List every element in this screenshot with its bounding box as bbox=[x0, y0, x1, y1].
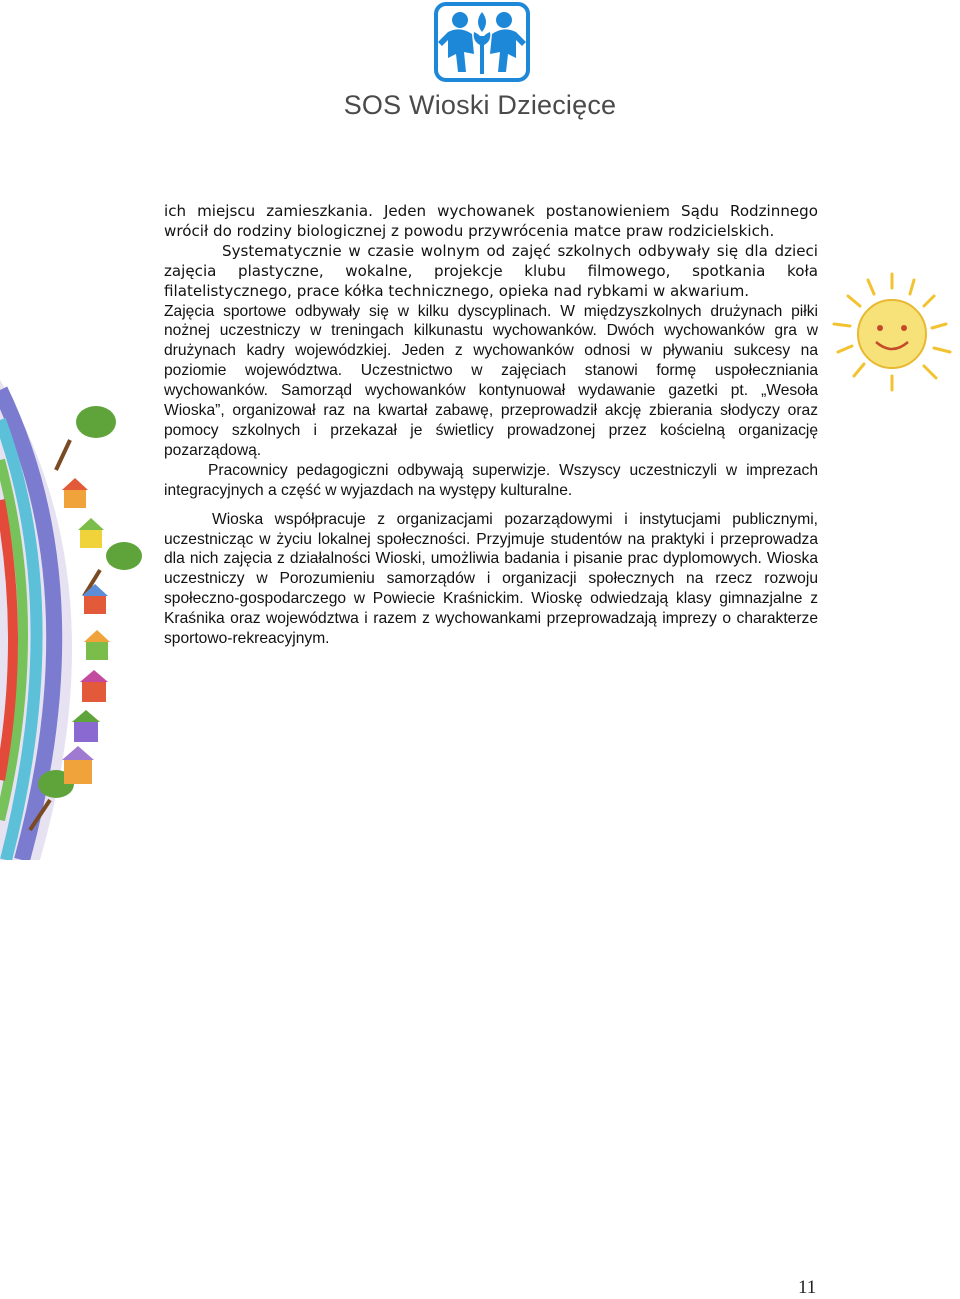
smiling-sun-drawing bbox=[826, 268, 960, 398]
paragraph: ich miejscu zamieszkania. Jeden wychowanek postanowieniem Sądu Rodzinnego wrócił do rodziny biologicznej z powodu przywrócenia matce praw rodzicielskich. bbox=[164, 202, 818, 240]
header-logo bbox=[0, 0, 960, 130]
paragraph: Wioska współpracuje z organizacjami pozarządowymi i instytucjami publicznymi, uczestnicząc w życiu lokalnej społeczności. Przyjmuje studentów na praktyki i przeprowadza dla nich zajęcia z działalności Wioski, umożliwia badania i pisanie prac dyplomowych. Wioska uczestniczy w Porozumieniu samorządów i organizacji społecznych na rzecz rozwoju społeczno-gospodarczego w Powiecie Kraśnickim. Wioskę odwiedzają klasy gimnazjalne z Kraśnika oraz województwa i razem z wychowankami przeprowadzają imprezy o charakterze sportowo-rekreacyjnym. bbox=[164, 510, 818, 648]
paragraph: Zajęcia sportowe odbywały się w kilku dyscyplinach. W międzyszkolnych drużynach piłki nożnej uczestniczy w treningach kilkunastu wychowanków. Dwóch wychowanków gra w drużynach kadry wojewódzkiej. Jeden z wychowanków odnosi w pływaniu sukcesy na poziomie województwa. Uczestnictwo w zajęciach stanowi formę uspołeczniania wychowanków. Samorząd wychowanków kontynuował wydawanie gazetki pt. „Wesoła Wioska”, organizował raz na kwartał zabawę, przeprowadził akcję zbierania słodyczy oraz pomocy szkolnych i przekazał je świetlicy prowadzonej przez kościelną organizację pozarządową. bbox=[164, 302, 818, 459]
brand-name: SOS Wioski Dziecięce bbox=[343, 90, 617, 120]
children-and-tree-logo-icon bbox=[434, 2, 530, 84]
body-text bbox=[164, 202, 818, 649]
paragraph: Systematycznie w czasie wolnym od zajęć szkolnych odbywały się dla dzieci zajęcia plastyczne, wokalne, projekcje klubu filmowego, spotkania koła filatelistycznego, prace kółka technicznego, opieka nad rybkami w akwarium. bbox=[164, 241, 818, 300]
paragraph: Pracownicy pedagogiczni odbywają superwizje. Wszyscy uczestniczyli w imprezach integracyjnych a część w wyjazdach na występy kulturalne. bbox=[164, 461, 818, 499]
page-number: 11 bbox=[798, 1277, 817, 1298]
rainbow-houses-trees-drawing bbox=[0, 360, 170, 860]
